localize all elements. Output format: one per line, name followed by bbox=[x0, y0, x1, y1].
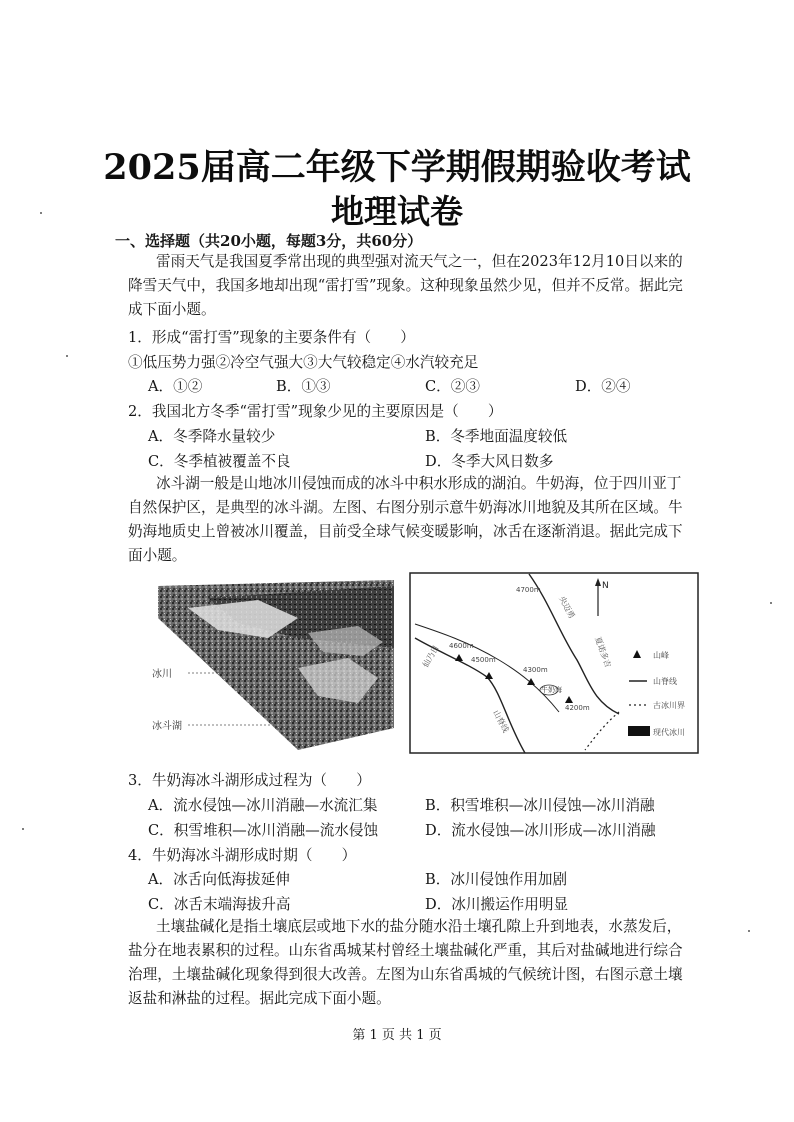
question-1-option-d: D．②④ bbox=[575, 378, 631, 395]
question-4-stem: 4．牛奶海冰斗湖形成时期（ ） bbox=[128, 847, 357, 864]
question-1-option-b: B．①③ bbox=[276, 378, 331, 395]
question-3-stem: 3．牛奶海冰斗湖形成过程为（ ） bbox=[128, 772, 371, 789]
glacier-photo-figure bbox=[148, 578, 396, 750]
question-2-option-d: D．冬季大风日数多 bbox=[425, 453, 554, 470]
label-glacier: 冰川 bbox=[152, 669, 172, 680]
page-footer: 第 1 页 共 1 页 bbox=[352, 1028, 442, 1043]
passage3-line1: 土壤盐碱化是指土壤底层或地下水的盐分随水沿土壤孔隙上升到地表，水蒸发后， bbox=[156, 918, 682, 935]
legend-boundary-label: 古冰川界 bbox=[653, 701, 685, 710]
question-3-option-a: A．流水侵蚀—冰川消融—水流汇集 bbox=[148, 797, 378, 814]
legend-ridge-label: 山脊线 bbox=[653, 677, 677, 686]
mountain-label: 山脊线 bbox=[491, 708, 511, 735]
exam-title: 2025届高二年级下学期假期验收考试 bbox=[103, 147, 691, 188]
lake-label: 牛奶海 bbox=[541, 686, 562, 694]
question-1-conditions: ①低压势力强②冷空气强大③大气较稳定④水汽较充足 bbox=[128, 354, 479, 371]
exam-subtitle: 地理试卷 bbox=[331, 192, 463, 231]
legend-peak-label: 山峰 bbox=[653, 651, 669, 660]
scan-speck bbox=[748, 930, 750, 932]
elevation-label: 4600m bbox=[449, 642, 474, 650]
legend-glacier-label: 现代冰川 bbox=[653, 728, 685, 737]
question-2-option-b: B．冬季地面温度较低 bbox=[425, 428, 568, 445]
scan-speck bbox=[770, 602, 772, 604]
question-3-option-b: B．积雪堆积—冰川侵蚀—冰川消融 bbox=[425, 797, 655, 814]
question-1-option-c: C．②③ bbox=[425, 378, 480, 395]
passage2-line2: 自然保护区，是典型的冰斗湖。左图、右图分别示意牛奶海冰川地貌及其所在区域。牛 bbox=[128, 499, 683, 516]
passage3-line3: 治理，土壤盐碱化现象得到很大改善。左图为山东省禹城的气候统计图，右图示意土壤 bbox=[128, 966, 683, 983]
passage2-line3: 奶海地质史上曾被冰川覆盖，目前受全球气候变暖影响，冰舌在逐渐消退。据此完成下 bbox=[128, 523, 683, 540]
elevation-label: 4300m bbox=[523, 666, 548, 674]
passage2-line1: 冰斗湖一般是山地冰川侵蚀而成的冰斗中积水形成的湖泊。牛奶海，位于四川亚丁 bbox=[156, 475, 682, 492]
question-3-option-d: D．流水侵蚀—冰川形成—冰川消融 bbox=[425, 822, 656, 839]
label-cirque-lake: 冰斗湖 bbox=[152, 721, 182, 732]
passage1-line3: 成下面小题。 bbox=[128, 301, 216, 318]
elevation-label: 4500m bbox=[471, 656, 496, 664]
question-1-option-a: A．①② bbox=[148, 378, 203, 395]
question-1-stem: 1．形成“雷打雪”现象的主要条件有（ ） bbox=[128, 329, 415, 346]
question-4-option-c: C．冰舌末端海拔升高 bbox=[148, 896, 291, 913]
question-2-option-a: A．冬季降水量较少 bbox=[148, 428, 276, 445]
question-3-option-c: C．积雪堆积—冰川消融—流水侵蚀 bbox=[148, 822, 379, 839]
elevation-label: 4700m bbox=[516, 586, 541, 594]
passage1-line1: 雷雨天气是我国夏季常出现的典型强对流天气之一，但在2023年12月10日以来的 bbox=[156, 253, 683, 270]
elevation-label: 4200m bbox=[565, 704, 590, 712]
niunaihai-map-figure bbox=[409, 572, 699, 754]
mountain-label: 仙乃日 bbox=[420, 643, 441, 669]
north-label: N bbox=[602, 581, 609, 591]
legend-glacier-swatch bbox=[628, 726, 650, 736]
question-2-stem: 2．我国北方冬季“雷打雪”现象少见的主要原因是（ ） bbox=[128, 403, 503, 420]
mountain-label: 央迈勇 bbox=[557, 594, 577, 621]
passage3-line4: 返盐和淋盐的过程。据此完成下面小题。 bbox=[128, 990, 391, 1007]
question-4-option-d: D．冰川搬运作用明显 bbox=[425, 896, 569, 913]
passage2-line4: 面小题。 bbox=[128, 547, 187, 564]
question-2-option-c: C．冬季植被覆盖不良 bbox=[148, 453, 291, 470]
scan-speck bbox=[66, 355, 68, 357]
section-heading: 一、选择题（共20小题，每题3分，共60分） bbox=[115, 232, 423, 250]
passage1-line2: 降雪天气中，我国多地却出现“雷打雪”现象。这种现象虽然少见，但并不反常。据此完 bbox=[128, 277, 683, 294]
passage3-line2: 盐分在地表累积的过程。山东省禹城某村曾经土壤盐碱化严重，其后对盐碱地进行综合 bbox=[128, 942, 683, 959]
question-4-option-a: A．冰舌向低海拔延伸 bbox=[148, 871, 290, 888]
mountain-label: 夏诺多吉 bbox=[593, 635, 613, 669]
question-4-option-b: B．冰川侵蚀作用加剧 bbox=[425, 871, 568, 888]
scan-speck bbox=[22, 828, 24, 830]
